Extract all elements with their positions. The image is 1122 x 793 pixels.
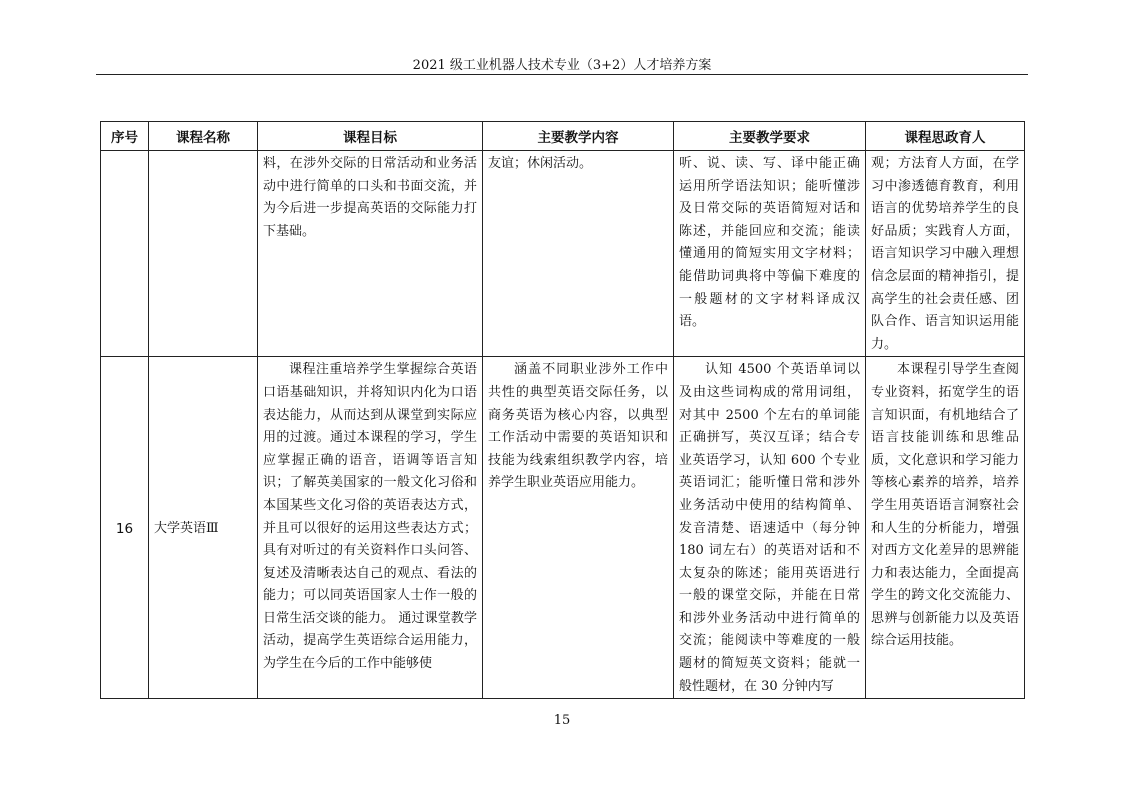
cell-ideology: 观；方法育人方面，在学习中渗透德育教育，利用语言的优势培养学生的良好品质；实践育人方面，语言知识学习中融入理想信念层面的精神指引，提高学生的社会责任感、团队合作、语言知识运用能力。: [866, 151, 1025, 357]
page-header-title: 2021 级工业机器人技术专业（3+2）人才培养方案: [412, 58, 712, 73]
cell-no: 16: [101, 357, 149, 699]
cell-teaching-content: 涵盖不同职业涉外工作中共性的典型英语交际任务，以商务英语为核心内容，以典型工作活动中需要的英语知识和技能为线索组织教学内容，培养学生职业英语应用能力。: [483, 357, 674, 699]
cell-course-name: [149, 151, 258, 357]
cell-ideology: 本课程引导学生查阅专业资料，拓宽学生的语言知识面，有机地结合了语言技能训练和思维品质，文化意识和学习能力等核心素养的培养，培养学生用英语语言洞察社会和人生的分析能力，增强对西方文化差异的思辨能力和表达能力，全面提高学生的跨文化交流能力、思辨与创新能力以及英语综合运用技能。: [866, 357, 1025, 699]
table-header-row: [101, 122, 1025, 151]
column-header-ideology: 课程思政育人: [866, 122, 1025, 151]
cell-course-name: 大学英语Ⅲ: [149, 357, 258, 699]
course-table: [100, 121, 1025, 699]
header-rule: [96, 74, 1028, 75]
column-header-course-name: 课程名称: [149, 122, 258, 151]
column-header-teaching-requirement: 主要教学要求: [674, 122, 866, 151]
table-row: [101, 151, 1025, 357]
cell-course-goal: 料，在涉外交际的日常活动和业务活动中进行简单的口头和书面交流，并为今后进一步提高英语的交际能力打下基础。: [258, 151, 483, 357]
cell-course-goal: 课程注重培养学生掌握综合英语口语基础知识，并将知识内化为口语表达能力，从而达到从课堂到实际应用的过渡。通过本课程的学习，学生应掌握正确的语音，语调等语言知识；了解英美国家的一般文化习俗和本国某些文化习俗的英语表达方式，并且可以很好的运用这些表达方式；具有对听过的有关资料作口头问答、复述及清晰表达自己的观点、看法的能力；可以同英语国家人士作一般的日常生活交谈的能力。 通过课堂教学活动，提高学生英语综合运用能力，为学生在今后的工作中能够使: [258, 357, 483, 699]
column-header-teaching-content: 主要教学内容: [483, 122, 674, 151]
cell-teaching-content: 友谊；休闲活动。: [483, 151, 674, 357]
cell-teaching-requirement: 听、说、读、写、译中能正确运用所学语法知识；能听懂涉及日常交际的英语简短对话和陈述，并能回应和交流；能读懂通用的简短实用文字材料；能借助词典将中等偏下难度的一般题材的文字材料译成汉语。: [674, 151, 866, 357]
cell-no: [101, 151, 149, 357]
column-header-course-goal: 课程目标: [258, 122, 483, 151]
page-number: 15: [553, 713, 571, 728]
table-row: [101, 357, 1025, 699]
cell-teaching-requirement: 认知 4500 个英语单词以及由这些词构成的常用词组，对其中 2500 个左右的单词能正确拼写，英汉互译；结合专业英语学习，认知 600 个专业英语词汇；能听懂日常和涉外业务活动中使用的结构简单、发音清楚、语速适中（每分钟 180 词左右）的英语对话和不太复杂的陈述；能用英语进行一般的课堂交际，并能在日常和涉外业务活动中进行简单的交流；能阅读中等难度的一般题材的简短英文资料；能就一般性题材，在 30 分钟内写: [674, 357, 866, 699]
column-header-no: 序号: [101, 122, 149, 151]
